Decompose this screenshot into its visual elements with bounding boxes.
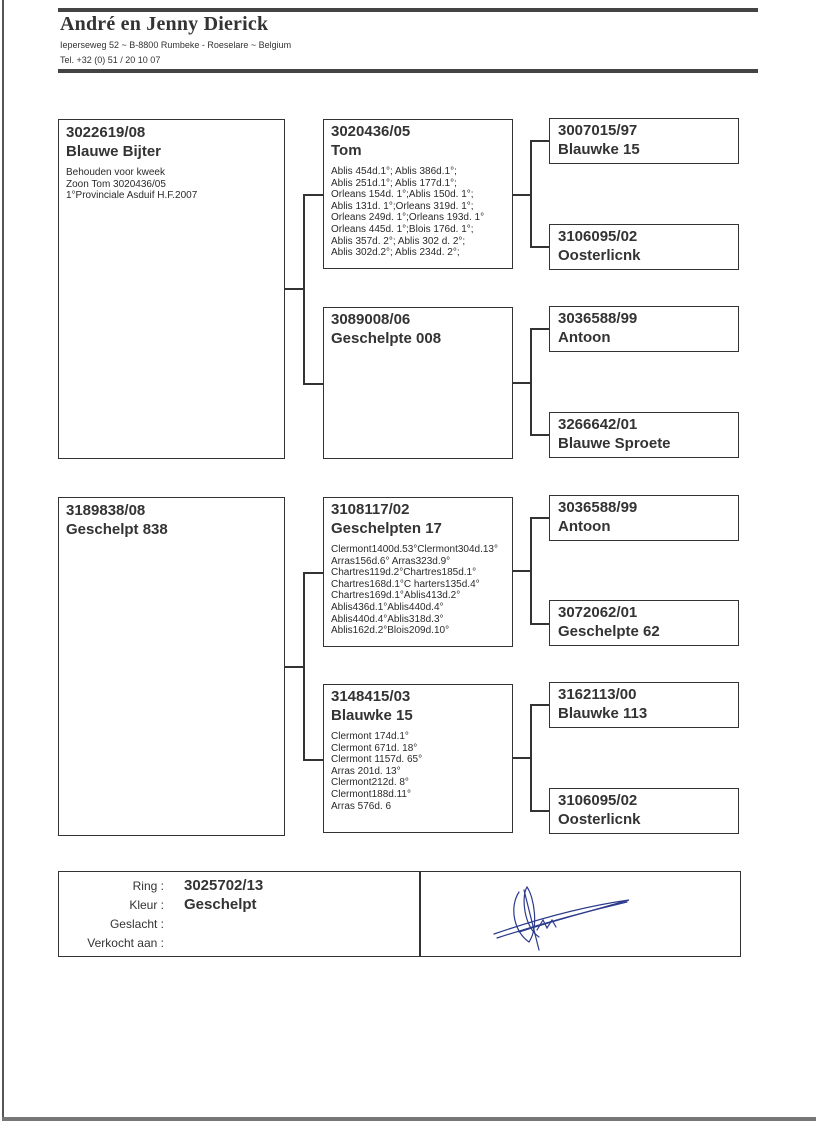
- result-line: Ablis 251d.1°; Ablis 177d.1°;: [331, 177, 457, 189]
- result-line: Chartres169d.1°Ablis413d.2°: [331, 590, 461, 602]
- ring-label: Ring :: [132, 879, 164, 893]
- great-grandparent-box: [549, 118, 739, 164]
- ggp-name: Oosterlicnk: [558, 811, 641, 828]
- connector-line: [530, 140, 549, 142]
- result-line: Ablis 357d. 2°; Ablis 302 d. 2°;: [331, 235, 466, 247]
- result-line: Clermont 174d.1°: [331, 731, 409, 742]
- connector-line: [513, 570, 531, 572]
- result-line: Ablis 454d.1°; Ablis 386d.1°;: [331, 166, 457, 177]
- great-grandparent-box: [549, 306, 739, 352]
- fm-ring: 3089008/06: [331, 311, 411, 328]
- breeder-name: André en Jenny Dierick: [60, 13, 269, 35]
- connector-line: [530, 517, 549, 519]
- connector-line: [530, 246, 549, 248]
- ggp-ring: 3106095/02: [558, 228, 638, 245]
- connector-line: [513, 757, 531, 759]
- great-grandparent-box: [549, 788, 739, 834]
- mother-mother-box: [323, 684, 513, 833]
- ff-ring: 3020436/05: [331, 123, 411, 140]
- page-edge-bottom: [2, 1117, 816, 1121]
- mm-results: [331, 731, 505, 812]
- result-line: Orleans 249d. 1°;Orleans 193d. 1°: [331, 212, 485, 224]
- connector-line: [513, 382, 531, 384]
- connector-line: [285, 666, 304, 668]
- result-line: Ablis 131d. 1°;Orleans 319d. 1°;: [331, 200, 474, 212]
- connector-line: [285, 288, 304, 290]
- father-box: [58, 119, 285, 459]
- result-line: Chartres168d.1°C harters135d.4°: [331, 578, 480, 590]
- mf-ring: 3108117/02: [331, 501, 410, 518]
- result-line: Clermont1400d.53°Clermont304d.13°: [331, 544, 498, 555]
- ggp-ring: 3162113/00: [558, 686, 637, 703]
- color-value: Geschelpt: [184, 896, 257, 913]
- great-grandparent-box: [549, 412, 739, 458]
- fm-name: Geschelpte 008: [331, 330, 442, 347]
- ff-results: [331, 166, 505, 259]
- sex-label: Geslacht :: [109, 917, 164, 931]
- ring-value: 3025702/13: [184, 877, 264, 894]
- header-rule-bottom: [58, 69, 758, 73]
- mother-box: [58, 497, 285, 836]
- header-rule-top: [58, 8, 758, 12]
- ggp-ring: 3266642/01: [558, 416, 638, 433]
- mother-father-box: [323, 497, 513, 647]
- connector-line: [303, 572, 323, 574]
- connector-line: [303, 194, 305, 384]
- sold-to-label: Verkocht aan :: [87, 936, 164, 950]
- note-line: Behouden voor kweek: [66, 167, 165, 178]
- ggp-ring: 3072062/01: [558, 604, 638, 621]
- connector-line: [530, 623, 549, 625]
- result-line: Arras 201d. 13°: [331, 765, 401, 777]
- result-line: Arras156d.6° Arras323d.9°: [331, 555, 451, 567]
- mm-ring: 3148415/03: [331, 688, 411, 705]
- note-line: 1°Provinciale Asduif H.F.2007: [66, 190, 198, 202]
- pigeon-info-box: [58, 871, 741, 957]
- connector-line: [530, 328, 532, 435]
- father-ring: 3022619/08: [66, 124, 146, 141]
- connector-line: [303, 759, 323, 761]
- result-line: Arras 576d. 6: [331, 800, 392, 812]
- ggp-ring: 3036588/99: [558, 310, 638, 327]
- great-grandparent-box: [549, 682, 739, 728]
- result-line: Orleans 154d. 1°;Ablis 150d. 1°;: [331, 189, 474, 201]
- mother-ring: 3189838/08: [66, 502, 146, 519]
- great-grandparent-box: [549, 495, 739, 541]
- connector-line: [530, 140, 532, 247]
- result-line: Orleans 445d. 1°;Blois 176d. 1°;: [331, 223, 474, 235]
- ggp-name: Blauwke 15: [558, 141, 640, 158]
- ggp-ring: 3036588/99: [558, 499, 638, 516]
- connector-line: [530, 704, 532, 811]
- connector-line: [303, 383, 323, 385]
- ggp-name: Blauwke 113: [558, 705, 648, 722]
- great-grandparent-box: [549, 600, 739, 646]
- ggp-name: Oosterlicnk: [558, 247, 641, 264]
- connector-line: [530, 517, 532, 624]
- breeder-address: Ieperseweg 52 ~ B-8800 Rumbeke - Roeselare ~ Belgium: [60, 40, 292, 50]
- connector-line: [303, 572, 305, 760]
- connector-line: [530, 328, 549, 330]
- connector-line: [530, 810, 549, 812]
- ggp-name: Blauwe Sproete: [558, 435, 671, 452]
- father-name: Blauwe Bijter: [66, 143, 162, 160]
- signature-icon: [489, 882, 639, 952]
- father-notes: [66, 167, 277, 202]
- result-line: Ablis 302d.2°; Ablis 234d. 2°;: [331, 247, 460, 259]
- great-grandparent-box: [549, 224, 739, 270]
- ggp-name: Geschelpte 62: [558, 623, 660, 640]
- connector-line: [513, 194, 531, 196]
- mother-name: Geschelpt 838: [66, 521, 168, 538]
- connector-line: [530, 704, 549, 706]
- connector-line: [303, 194, 323, 196]
- mf-results: [331, 544, 505, 637]
- ggp-ring: 3106095/02: [558, 792, 638, 809]
- result-line: Ablis440d.4°Ablis318d.3°: [331, 613, 444, 625]
- father-father-box: [323, 119, 513, 269]
- ggp-name: Antoon: [558, 329, 611, 346]
- result-line: Chartres119d.2°Chartres185d.1°: [331, 567, 477, 579]
- mf-name: Geschelpten 17: [331, 520, 442, 537]
- breeder-phone: Tel. +32 (0) 51 / 20 10 07: [60, 55, 161, 65]
- color-label: Kleur :: [129, 898, 164, 912]
- ggp-ring: 3007015/97: [558, 122, 638, 139]
- footer-divider: [419, 872, 421, 956]
- result-line: Clermont212d. 8°: [331, 777, 409, 789]
- result-line: Clermont 671d. 18°: [331, 742, 418, 754]
- ff-name: Tom: [331, 142, 362, 159]
- note-line: Zoon Tom 3020436/05: [66, 178, 166, 190]
- result-line: Clermont 1157d. 65°: [331, 754, 423, 766]
- mm-name: Blauwke 15: [331, 707, 413, 724]
- page-edge-left: [2, 0, 4, 1118]
- result-line: Ablis436d.1°Ablis440d.4°: [331, 601, 444, 613]
- result-line: Ablis162d.2°Blois209d.10°: [331, 625, 450, 637]
- connector-line: [530, 434, 549, 436]
- ggp-name: Antoon: [558, 518, 611, 535]
- father-mother-box: [323, 307, 513, 459]
- result-line: Clermont188d.11°: [331, 788, 411, 800]
